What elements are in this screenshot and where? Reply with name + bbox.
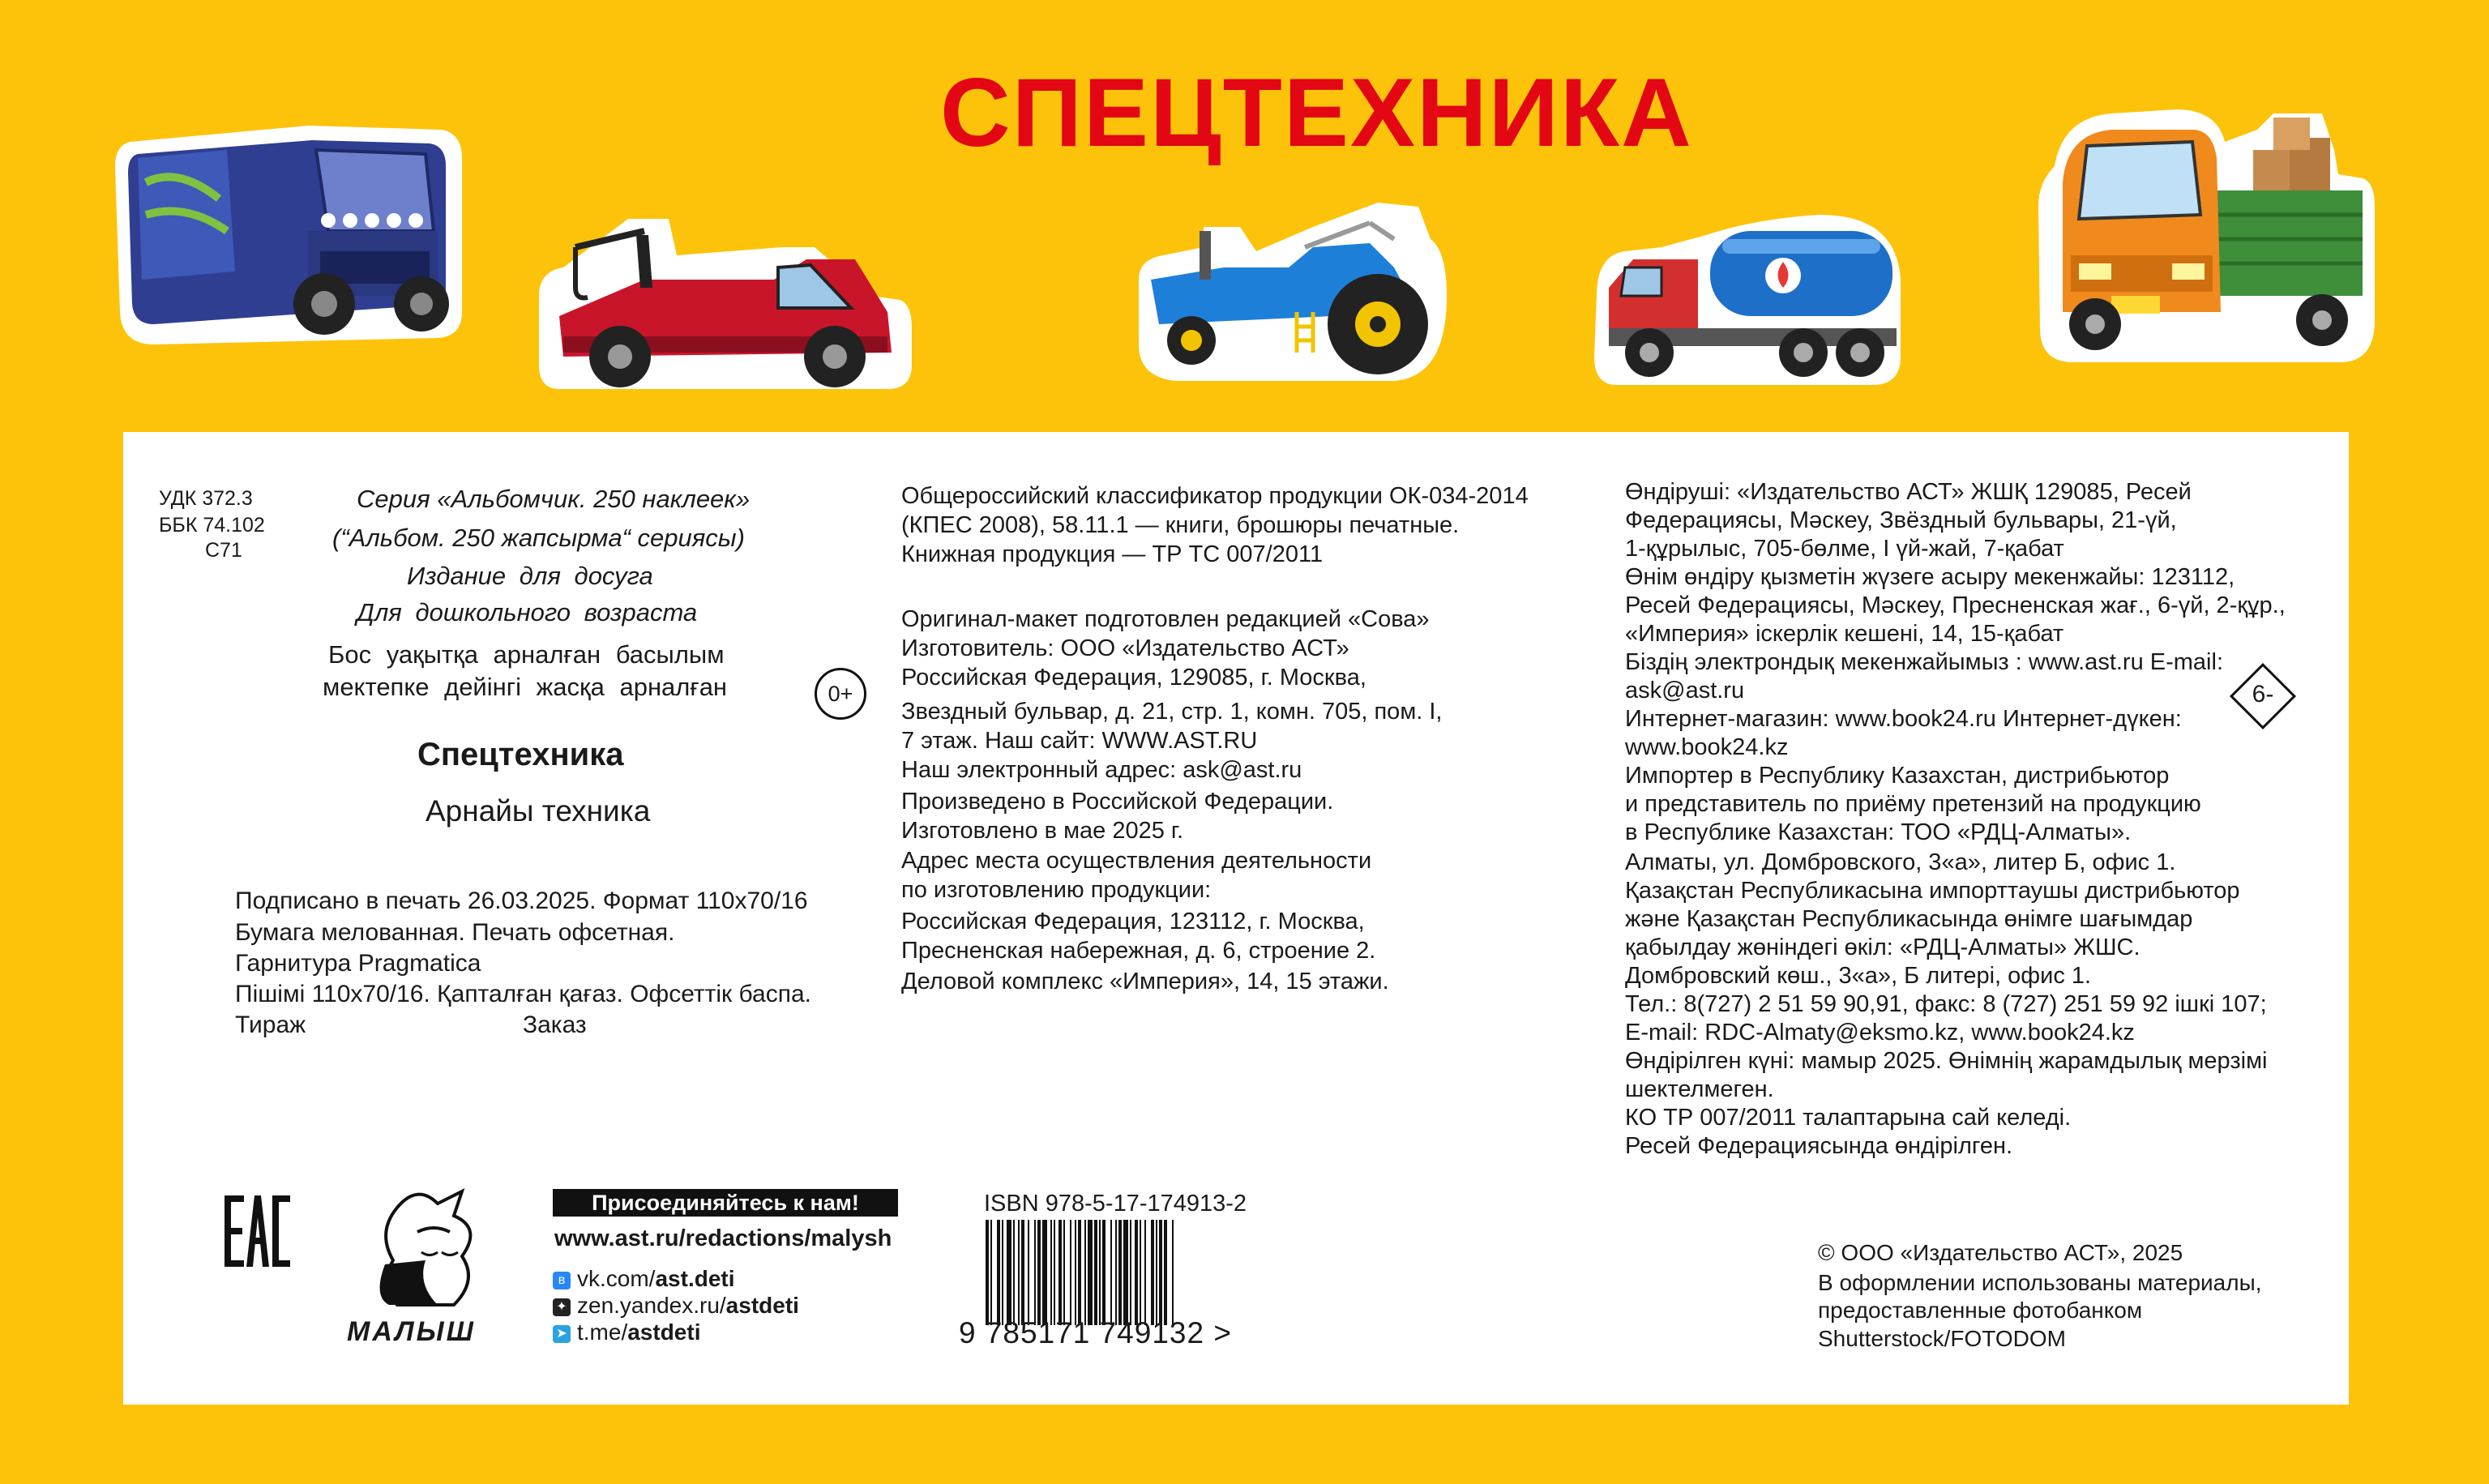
copyright-line: В оформлении использованы материалы, bbox=[1818, 1270, 2262, 1295]
copyright-line: © ООО «Издательство АСТ», 2025 bbox=[1818, 1240, 2183, 1265]
publisher-logo-text: МАЛЫШ bbox=[347, 1316, 476, 1347]
print-info-4: Пішімі 110x70/16. Қапталған қағаз. Офсеттік баспа. bbox=[235, 981, 811, 1007]
barcode-bar bbox=[1115, 1220, 1117, 1325]
barcode-icon bbox=[986, 1220, 1256, 1325]
mid-line: Звездный бульвар, д. 21, стр. 1, комн. 705, пом. I, bbox=[901, 699, 1443, 725]
mid-line: Общероссийский классификатор продукции ОК-034-2014 bbox=[901, 483, 1529, 509]
barcode-bar bbox=[1172, 1220, 1174, 1325]
cover-title: СПЕЦТЕХНИКА bbox=[940, 58, 1693, 167]
right-line: Біздің электрондық мекенжайымыз : www.ast.ru E-mail: bbox=[1625, 649, 2223, 675]
right-line: E-mail: RDC-Almaty@eksmo.kz, www.book24.kz bbox=[1625, 1020, 2135, 1046]
barcode-bar bbox=[1135, 1220, 1138, 1325]
book-subtitle: Арнайы техника bbox=[426, 794, 651, 828]
print-info-2: Бумага мелованная. Печать офсетная. bbox=[235, 919, 675, 946]
social-prefix: t.me/ bbox=[577, 1319, 628, 1345]
age-rating-badge: 0+ bbox=[815, 668, 866, 720]
right-line: Тел.: 8(727) 2 51 59 90,91, факс: 8 (727) 251 59 92 ішкі 107; bbox=[1625, 991, 2267, 1017]
copyright-line: Shutterstock/FOTODOM bbox=[1818, 1326, 2066, 1351]
right-line: 1-құрылыс, 705-бөлме, I үй-жай, 7-қабат bbox=[1625, 536, 2064, 562]
barcode-digits: 9 785171 749132 > bbox=[959, 1316, 1232, 1349]
mid-line: Российская Федерация, 123112, г. Москва, bbox=[901, 909, 1365, 934]
truck-sticker bbox=[105, 109, 478, 353]
barcode-bar bbox=[1018, 1220, 1020, 1325]
order-label: Заказ bbox=[523, 1011, 587, 1038]
barcode-bar bbox=[1094, 1220, 1097, 1325]
barcode-bar bbox=[1140, 1220, 1141, 1325]
barcode-bar bbox=[1054, 1220, 1055, 1325]
print-info-1: Подписано в печать 26.03.2025. Формат 110x70/16 bbox=[235, 887, 808, 914]
barcode-bar bbox=[1159, 1220, 1162, 1325]
publisher-url[interactable]: www.ast.ru/redactions/malysh bbox=[554, 1225, 892, 1251]
mid-line: Изготовитель: ООО «Издательство АСТ» bbox=[901, 635, 1349, 661]
barcode-bar bbox=[1130, 1220, 1131, 1325]
telegram-icon: ➤ bbox=[553, 1325, 571, 1343]
barcode-bar bbox=[1102, 1220, 1106, 1325]
mid-line: (КПЕС 2008), 58.11.1 — книги, брошюры печатные. bbox=[901, 512, 1460, 538]
isbn-number: ISBN 978-5-17-174913-2 bbox=[984, 1191, 1247, 1217]
right-line: в Республике Казахстан: ТОО «РДЦ-Алматы». bbox=[1625, 819, 2132, 845]
right-line: және Қазақстан Республикасында өнімге шағымдар bbox=[1625, 906, 2193, 932]
tow-truck-sticker bbox=[531, 199, 920, 393]
social-handle: astdeti bbox=[725, 1293, 799, 1318]
mid-line: 7 этаж. Наш сайт: WWW.AST.RU bbox=[901, 728, 1258, 754]
barcode-bar bbox=[1021, 1220, 1024, 1325]
right-line: Интернет-магазин: www.book24.ru Интернет-дүкен: bbox=[1625, 706, 2182, 732]
right-line: Домбровский көш., 3«а», Б литері, офис 1. bbox=[1625, 963, 2092, 989]
barcode-bar bbox=[1151, 1220, 1154, 1325]
right-line: www.book24.kz bbox=[1625, 734, 1789, 760]
barcode-bar bbox=[1088, 1220, 1093, 1325]
right-line: Алматы, ул. Домбровского, 3«а», литер Б, офис 1. bbox=[1625, 849, 2176, 875]
tanker-truck-sticker bbox=[1584, 207, 1909, 389]
right-line: Өндіруші: «Издательство АСТ» ЖШҚ 129085, Ресей bbox=[1625, 479, 2192, 505]
right-line: КО ТР 007/2011 талаптарына сай келеді. bbox=[1625, 1105, 2072, 1131]
barcode-bar bbox=[1075, 1220, 1076, 1325]
eac-mark-icon bbox=[222, 1193, 292, 1269]
social-handle: ast.deti bbox=[655, 1266, 735, 1291]
mid-line: Книжная продукция — ТР ТС 007/2011 bbox=[901, 541, 1324, 567]
right-line: Импортер в Республику Казахстан, дистрибьютор bbox=[1625, 763, 2170, 789]
udk-code: УДК 372.3 bbox=[159, 487, 253, 510]
barcode-bar bbox=[986, 1220, 989, 1325]
mid-line: по изготовлению продукции: bbox=[901, 877, 1212, 903]
social-link-zen[interactable] bbox=[553, 1293, 799, 1319]
barcode-bar bbox=[1084, 1220, 1086, 1325]
barcode-bar bbox=[1078, 1220, 1081, 1325]
barcode-bar bbox=[1110, 1220, 1112, 1325]
barcode-bar bbox=[997, 1220, 1000, 1325]
print-run-label: Тираж bbox=[235, 1011, 306, 1038]
social-prefix: zen.yandex.ru/ bbox=[577, 1293, 726, 1318]
edition-leisure: Издание для досуга bbox=[407, 562, 653, 590]
barcode-bar bbox=[1144, 1220, 1146, 1325]
barcode-bar bbox=[1118, 1220, 1122, 1325]
mid-line: Деловой комплекс «Империя», 14, 15 этажи. bbox=[901, 969, 1389, 994]
mid-line: Изготовлено в мае 2025 г. bbox=[901, 818, 1184, 844]
barcode-bar bbox=[1164, 1220, 1167, 1325]
barcode-bar bbox=[1007, 1220, 1011, 1325]
mid-line: Российская Федерация, 129085, г. Москва, bbox=[901, 665, 1366, 691]
social-link-vk[interactable] bbox=[553, 1266, 735, 1292]
barcode-bar bbox=[1050, 1220, 1052, 1325]
right-line: Ресей Федерациясы, Мәскеу, Пресненская жағ., 6-үй, 2-құр., bbox=[1625, 592, 2286, 618]
barcode-bar bbox=[990, 1220, 992, 1325]
age-mark-label: 6- bbox=[2252, 681, 2274, 708]
barcode-bar bbox=[1156, 1220, 1157, 1325]
cargo-truck-sticker bbox=[2030, 101, 2379, 369]
author-code: С71 bbox=[205, 539, 242, 562]
barcode-bar bbox=[1099, 1220, 1101, 1325]
barcode-bar bbox=[1070, 1220, 1071, 1325]
tractor-sticker bbox=[1127, 190, 1451, 385]
right-line: шектелмеген. bbox=[1625, 1076, 1774, 1102]
right-line: Өнім өндіру қызметін жүзеге асыру мекенжайы: 123112, bbox=[1625, 564, 2235, 590]
barcode-bar bbox=[1063, 1220, 1065, 1325]
right-line: Қазақстан Республикасына импорттаушы дистрибьютор bbox=[1625, 878, 2240, 904]
barcode-bar bbox=[1042, 1220, 1047, 1325]
edition-leisure-kz: Бос уақытқа арналған басылым bbox=[328, 640, 725, 669]
mid-line: Оригинал-макет подготовлен редакцией «Сова» bbox=[901, 606, 1430, 632]
mid-line: Наш электронный адрес: ask@ast.ru bbox=[901, 757, 1302, 783]
edition-preschool-kz: мектепке дейінгі жасқа арналған bbox=[323, 673, 728, 701]
mid-line: Пресненская набережная, д. 6, строение 2. bbox=[901, 938, 1376, 964]
barcode-bar bbox=[1037, 1220, 1041, 1325]
bbk-code: ББК 74.102 bbox=[159, 514, 265, 537]
right-line: Өндірілген күні: мамыр 2025. Өнімнің жарамдылық мерзімі bbox=[1625, 1048, 2268, 1074]
mid-line: Произведено в Российской Федерации. bbox=[901, 789, 1334, 815]
social-handle: astdeti bbox=[627, 1319, 701, 1345]
right-line: қабылдау жөніндегі өкіл: «РДЦ-Алматы» ЖШС. bbox=[1625, 934, 2140, 960]
edition-preschool: Для дошкольного возраста bbox=[357, 598, 698, 627]
right-line: и представитель по приёму претензий на продукцию bbox=[1625, 791, 2201, 817]
vk-icon: в bbox=[553, 1272, 571, 1289]
series-label-kz: (“Альбом. 250 жапсырма“ сериясы) bbox=[332, 524, 745, 552]
copyright-line: предоставленные фотобанком bbox=[1818, 1298, 2143, 1323]
social-prefix: vk.com/ bbox=[577, 1266, 656, 1291]
print-info-3: Гарнитура Pragmatica bbox=[235, 950, 481, 977]
series-label: Серия «Альбомчик. 250 наклеек» bbox=[357, 485, 751, 513]
right-line: Ресей Федерациясында өндірілген. bbox=[1625, 1133, 2013, 1159]
barcode-bar bbox=[1123, 1220, 1128, 1325]
barcode-bar bbox=[1058, 1220, 1062, 1325]
barcode-bar bbox=[1028, 1220, 1029, 1325]
join-us-banner: Присоединяйтесь к нам! bbox=[553, 1189, 898, 1217]
barcode-bar bbox=[1013, 1220, 1015, 1325]
right-line: ask@ast.ru bbox=[1625, 678, 1745, 704]
barcode-bar bbox=[1002, 1220, 1003, 1325]
right-line: Федерациясы, Мәскеу, Звёздный бульвары, 21-үй, bbox=[1625, 507, 2177, 533]
right-line: «Империя» іскерлік кешені, 14, 15-қабат bbox=[1625, 621, 2064, 647]
barcode-bar bbox=[1034, 1220, 1036, 1325]
social-link-telegram[interactable] bbox=[553, 1319, 700, 1345]
zen-icon: ✦ bbox=[553, 1298, 571, 1316]
mid-line: Адрес места осуществления деятельности bbox=[901, 848, 1372, 874]
book-title: Спецтехника bbox=[417, 737, 624, 772]
